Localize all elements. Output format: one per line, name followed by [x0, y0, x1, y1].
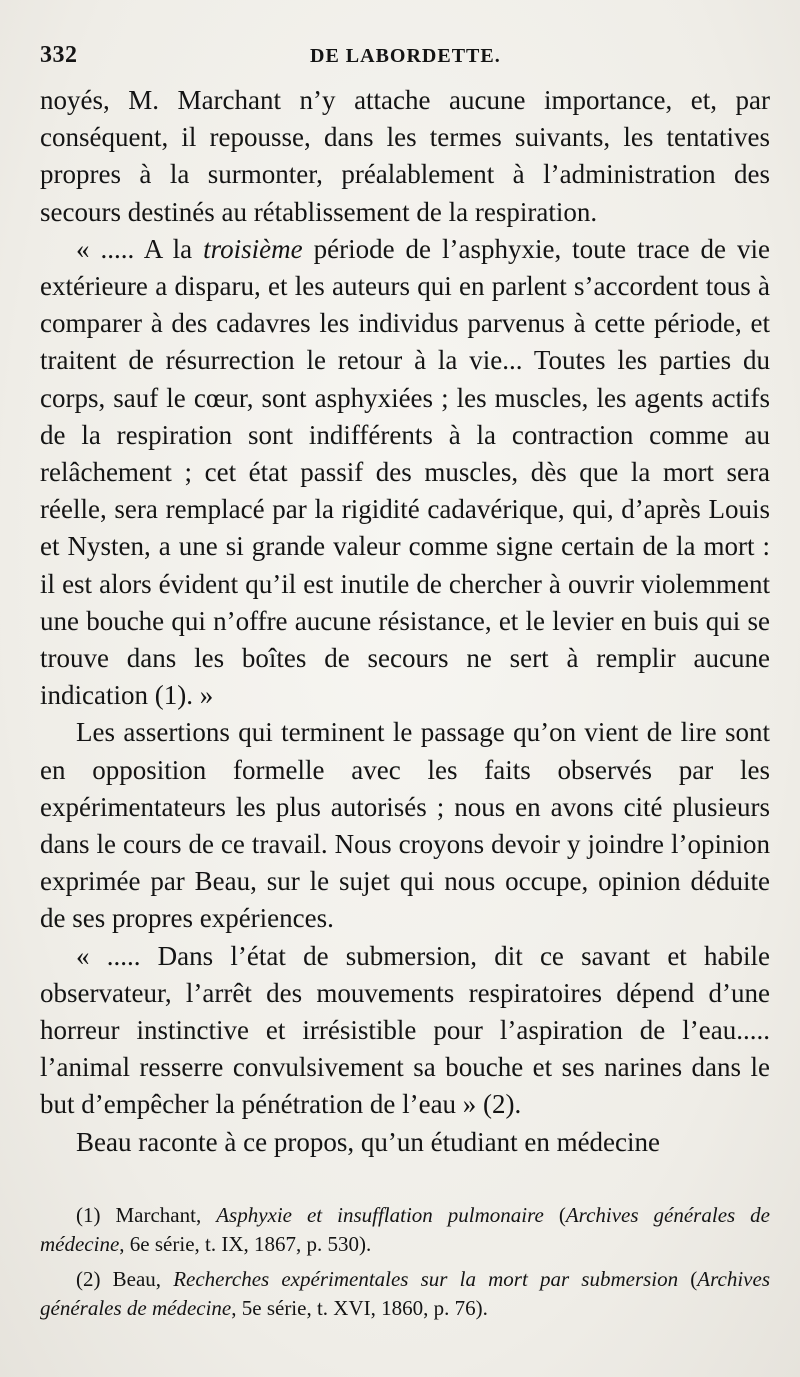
- paragraph-quote-marchant: [40, 231, 770, 715]
- paragraph-beau-raconte: Beau raconte à ce propos, qu’un étudiant en médecine: [76, 1126, 661, 1157]
- footnote-2-paren: (: [678, 1266, 698, 1291]
- footnote-2-lead: (2) Beau,: [76, 1266, 174, 1291]
- footnotes: [40, 1201, 770, 1323]
- italic-word: troisième: [203, 233, 303, 264]
- footnote-2-title: Recherches expérimentales sur la mort par submersion: [173, 1266, 679, 1291]
- footnote-2-journal: Archives générales de médecine: [40, 1266, 770, 1320]
- footnote-1-title: Asphyxie et insufflation pulmonaire: [216, 1202, 544, 1227]
- page-header: [40, 42, 770, 82]
- footnote-1-paren: (: [543, 1202, 566, 1227]
- paragraph-quote-beau: « ..... Dans l’état de submersion, dit ce savant et habile observateur, l’arrêt des mouvements respiratoires dépend d’une horreur instinctive et irrésistible pour l’aspiration de l’eau..... l’animal resserre convulsivement sa bouche et ses narines dans le but d’empêcher la pénétration de l’eau » (2).: [40, 940, 770, 1120]
- page-number: 332: [40, 42, 78, 68]
- footnote-1-lead: (1) Marchant,: [76, 1202, 217, 1227]
- footnote-1-journal: Archives générales de médecine: [40, 1202, 770, 1256]
- footnote-1: [40, 1201, 770, 1259]
- footnote-2: [40, 1265, 770, 1323]
- footnote-1-rest: , 6e série, t. IX, 1867, p. 530).: [119, 1231, 372, 1256]
- quote-body-text: période de l’asphyxie, toute trace de vie extérieure a disparu, et les auteurs qui en parlent s’accordent tous à comparer à des cadavres les individus parvenus à cette période, et traitent de résurrection le retour à la vie... Toutes les parties du corps, sauf le cœur, sont asphyxiées ; les muscles, les agents actifs de la respiration sont indifférents à la contraction comme au relâchement ; cet état passif des muscles, dès que la mort sera réelle, sera remplacé par la rigidité cadavérique, qui, d’après Louis et Nysten, a une si grande valeur comme signe certain de la mort : il est alors évident qu’il est inutile de chercher à ouvrir violemment une bouche qui n’offre aucune résistance, et le levier en buis qui se trouve dans les boîtes de secours ne sert à remplir aucune indication (1). »: [40, 233, 770, 711]
- quote-open-text: « ..... A la: [76, 233, 204, 264]
- main-text: [40, 82, 770, 1161]
- running-head: DE LABORDETTE.: [310, 45, 501, 67]
- paragraph-assertions: Les assertions qui terminent le passage qu’on vient de lire sont en opposition formelle avec les faits observés par les expérimentateurs les plus autorisés ; nous en avons cité plusieurs dans le cours de ce travail. Nous croyons devoir y joindre l’opinion exprimée par Beau, sur le sujet qui nous occupe, opinion déduite de ses propres expériences.: [40, 717, 770, 934]
- paragraph-continuation: noyés, M. Marchant n’y attache aucune importance, et, par conséquent, il repousse, dans les termes suivants, les tentatives propres à la surmonter, préalablement à l’administration des secours destinés au rétablissement de la respiration.: [40, 85, 770, 227]
- footnote-2-rest: , 5e série, t. XVI, 1860, p. 76).: [231, 1295, 488, 1320]
